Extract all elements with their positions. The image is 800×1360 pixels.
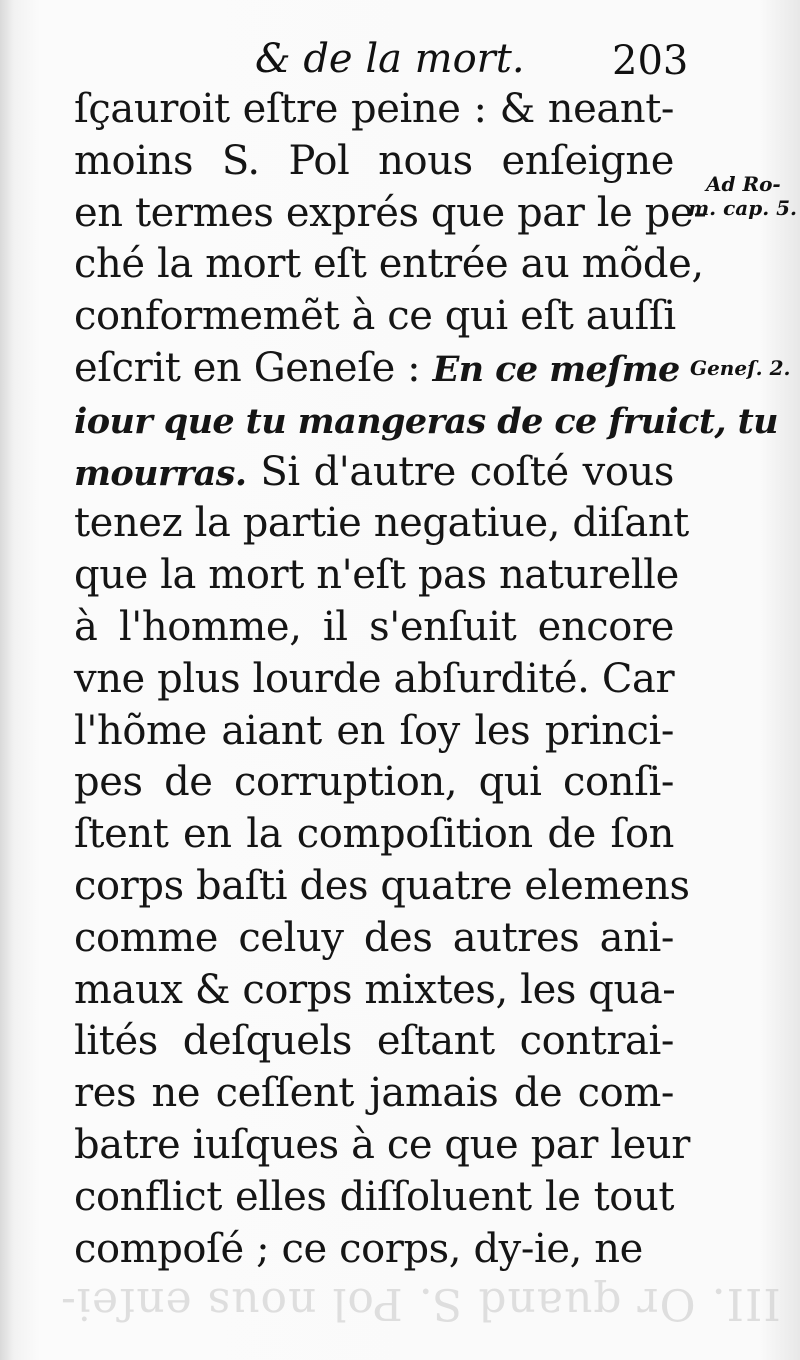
text-line: tenez la partie negatiue, diſant bbox=[74, 500, 689, 547]
text-line: ché la mort eſt entrée au mõde, bbox=[74, 241, 704, 288]
text-line: à l'homme, il s'enſuit encore bbox=[74, 603, 674, 650]
text-segment: eſcrit en Geneſe : bbox=[74, 344, 421, 391]
text-segment: Si d'autre coſté vous bbox=[246, 448, 674, 495]
text-line: conflict elles diſſoluent le tout bbox=[74, 1173, 674, 1220]
text-line: lités deſquels eſtant contrai- bbox=[74, 1018, 674, 1065]
margin-note-romans-chapter: m. cap. 5. bbox=[688, 196, 798, 220]
text-line: batre iuſques à ce que par leur bbox=[74, 1121, 691, 1168]
italic-quote: iour que tu mangeras de ce fruict, tu bbox=[74, 400, 778, 442]
text-line: ſçauroit eſtre peine : & neant- bbox=[74, 86, 674, 132]
page-number: 203 bbox=[612, 38, 689, 84]
italic-quote: En ce meſme bbox=[432, 348, 680, 390]
text-line: conformemẽt à ce qui eſt auſſi bbox=[74, 293, 676, 340]
text-line: vne plus lourde abſurdité. Car bbox=[74, 655, 675, 702]
text-line: ſtent en la compoſition de ſon bbox=[74, 811, 674, 858]
text-line-mixed bbox=[74, 343, 680, 395]
margin-note-genesis: Geneſ. 2. bbox=[690, 356, 791, 380]
text-line: pes de corruption, qui conſi- bbox=[74, 759, 674, 806]
text-line-mixed bbox=[74, 447, 674, 499]
text-line-italic bbox=[74, 395, 778, 447]
text-line: l'hõme aiant en ſoy les princi- bbox=[74, 707, 674, 754]
text-line: que la mort n'eſt pas naturelle bbox=[74, 552, 679, 599]
running-head bbox=[0, 30, 800, 86]
margin-note-romans: Ad Ro- bbox=[706, 172, 781, 196]
running-head-title: & de la mort. bbox=[255, 36, 525, 82]
text-line: comme celuy des autres ani- bbox=[74, 914, 674, 961]
italic-quote: mourras. bbox=[74, 452, 247, 494]
bleed-through-text: III. Or quand S. Pol nous enſei- bbox=[60, 1278, 781, 1329]
text-line: maux & corps mixtes, les qua- bbox=[74, 966, 676, 1013]
text-line: en termes exprés que par le pe- bbox=[74, 189, 707, 236]
text-line: moins S. Pol nous enſeigne bbox=[74, 137, 674, 184]
text-line: res ne ceſſent jamais de com- bbox=[74, 1070, 674, 1117]
text-line: compoſé ; ce corps, dy-ie, ne bbox=[74, 1225, 643, 1272]
text-line: corps baſti des quatre elemens bbox=[74, 862, 690, 909]
